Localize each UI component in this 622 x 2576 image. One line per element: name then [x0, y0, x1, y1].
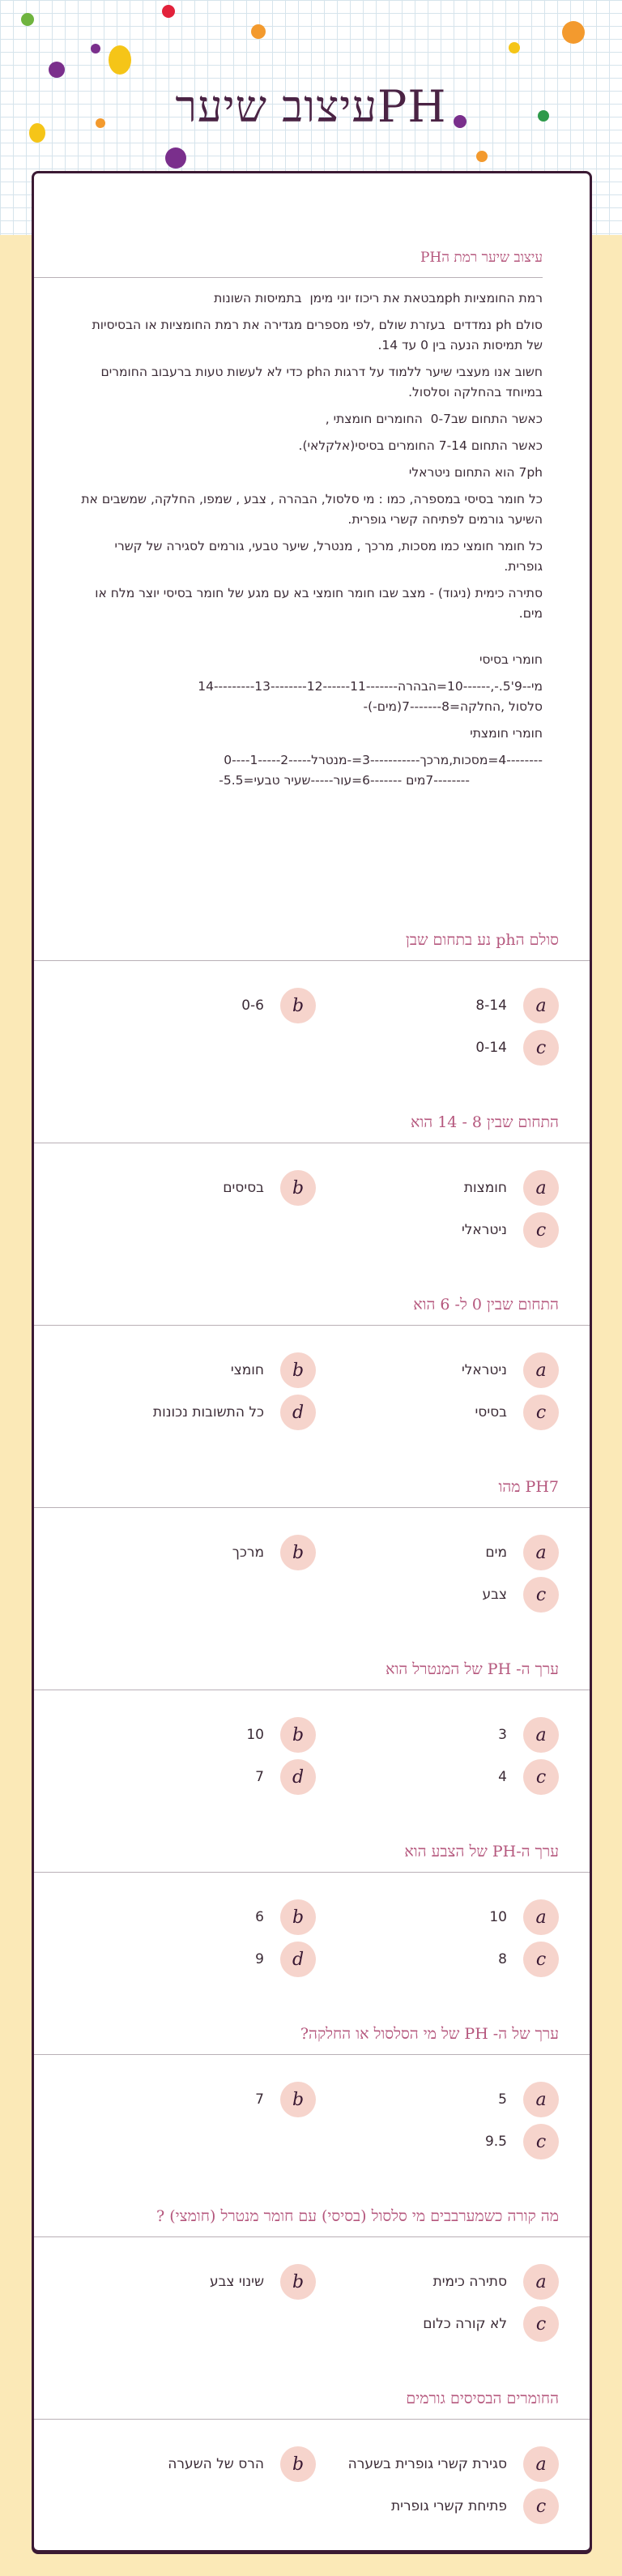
answer-option-c[interactable] [498, 1759, 559, 1795]
question-title: החומרים הבסיסים גורמים [406, 2390, 559, 2407]
option-letter-badge: c [523, 1212, 559, 1248]
answer-option-b[interactable] [246, 1717, 316, 1753]
answer-option-a[interactable] [489, 1899, 559, 1935]
option-letter-badge: c [523, 1030, 559, 1066]
question-title: ערך של ה- PH של מי הסלסול או החלקה? [300, 2025, 559, 2043]
option-text: מרכך [232, 1544, 264, 1561]
option-letter-badge: b [280, 1899, 316, 1935]
question-title: ערך ה-PH של הצבע הוא [404, 1843, 559, 1860]
divider [34, 2054, 590, 2055]
option-text: סגירת קשרי גופרית בשערה [347, 2456, 507, 2472]
option-letter-badge: a [523, 1535, 559, 1570]
option-text: מים [485, 1544, 507, 1561]
answer-option-a[interactable] [464, 1170, 559, 1206]
question-section [34, 1843, 590, 2005]
answer-option-d[interactable] [255, 1759, 316, 1795]
option-text: 8-14 [475, 998, 507, 1014]
option-letter-badge: c [523, 1395, 559, 1430]
option-text: פתיחת קשרי גופרית [390, 2498, 507, 2514]
question-section [34, 1660, 590, 1822]
option-text: ניטראלי [461, 1222, 507, 1238]
answer-option-b[interactable] [210, 2264, 316, 2300]
divider [34, 1325, 590, 1326]
option-text: 7 [255, 2091, 264, 2108]
intro-paragraph: כל חומר חומצי כמו מסכות, מרכך , מנטרל, שיער טבעי, גורמים לסגירה של קשרי גופרית. [110, 539, 543, 574]
option-letter-badge: a [523, 1170, 559, 1206]
answer-option-c[interactable] [482, 1577, 559, 1613]
option-text: 10 [489, 1909, 507, 1925]
answer-option-a[interactable] [433, 2264, 559, 2300]
option-letter-badge: b [280, 2446, 316, 2482]
option-text: 0-14 [475, 1040, 507, 1056]
option-letter-badge: c [523, 1577, 559, 1613]
paint-splash [49, 62, 65, 78]
question-section [34, 2390, 590, 2552]
option-text: לא קורה כלום [423, 2316, 507, 2332]
option-letter-badge: c [523, 2124, 559, 2159]
intro-paragraph: כאשר התחום שב0-7 החומרים חומצתי , [325, 412, 543, 426]
question-section [34, 1113, 590, 1275]
answer-option-b[interactable] [231, 1352, 316, 1388]
answer-option-b[interactable] [232, 1535, 316, 1570]
intro-text [75, 288, 543, 797]
option-text: 5 [498, 2091, 507, 2108]
answer-option-c[interactable] [475, 1030, 559, 1066]
answer-option-c[interactable] [485, 2124, 559, 2159]
question-section [34, 2207, 590, 2369]
option-text: שינוי צבע [209, 2274, 264, 2290]
divider [34, 1872, 590, 1873]
option-letter-badge: c [523, 1759, 559, 1795]
option-letter-badge: b [280, 1535, 316, 1570]
basic-scale-line: מי--9'5.-,------10=הבהרה-------11------12--------13---------14 [198, 679, 543, 694]
worksheet-card [32, 171, 592, 2553]
intro-paragraph: כאשר התחום 7-14 החומרים בסיסי(אלקלאי). [298, 438, 543, 453]
answer-option-a[interactable] [498, 1717, 559, 1753]
option-text: 6 [255, 1909, 264, 1925]
answer-option-a[interactable] [475, 988, 559, 1023]
option-letter-badge: b [280, 1717, 316, 1753]
option-letter-badge: c [523, 2306, 559, 2342]
option-letter-badge: b [280, 988, 316, 1023]
option-letter-badge: d [280, 1942, 316, 1977]
paint-splash [509, 42, 520, 53]
option-text: 0-6 [241, 998, 264, 1014]
paint-splash [251, 24, 266, 39]
intro-paragraph: 7ph הוא התחום ניטראלי [408, 465, 543, 480]
answer-option-c[interactable] [498, 1942, 559, 1977]
answer-option-a[interactable] [348, 2446, 559, 2482]
answer-option-b[interactable] [255, 2082, 316, 2117]
option-letter-badge: a [523, 988, 559, 1023]
option-letter-badge: b [280, 1170, 316, 1206]
question-title: PH7 מהו [498, 1478, 559, 1496]
question-title: מה קורה כשמערבבים מי סלסול (בסיסי) עם חומר מנטרל (חומצי) ? [156, 2207, 559, 2225]
intro-paragraph: סולם ph נמדדים בעזרת שולם ,לפי מספרים מגדירה את רמת החומציות או הבסיסיות של תמיסות הנעה בין 0 עד 14. [87, 318, 543, 352]
option-letter-badge: b [280, 2082, 316, 2117]
basic-scale-line: סלסול ,החלקה=8-------7(מים-)- [363, 699, 543, 714]
question-section [34, 2025, 590, 2187]
paint-splash [21, 13, 34, 26]
option-letter-badge: b [280, 1352, 316, 1388]
option-text: סתירה כימית [432, 2274, 507, 2290]
option-letter-badge: a [523, 2082, 559, 2117]
divider [34, 277, 543, 278]
answer-option-b[interactable] [241, 988, 316, 1023]
acid-scale-line: --------4=מסכות,מרכך-----------3=-מנטרל-----2-----1----0 [224, 753, 543, 767]
option-letter-badge: a [523, 2264, 559, 2300]
option-letter-badge: d [280, 1395, 316, 1430]
question-title: התחום שבין 8 - 14 הוא [410, 1113, 559, 1131]
answer-option-c[interactable] [462, 1212, 559, 1248]
question-section [34, 1478, 590, 1640]
answer-option-a[interactable] [498, 2082, 559, 2117]
divider [34, 2419, 590, 2420]
answer-option-a[interactable] [462, 1352, 559, 1388]
acid-heading: חומרי חומצתי [470, 726, 543, 741]
option-text: 7 [255, 1769, 264, 1785]
option-letter-badge: c [523, 1942, 559, 1977]
option-text: בסיסי [475, 1404, 507, 1420]
basic-heading: חומרי בסיסי [479, 652, 543, 667]
option-text: חומצות [463, 1180, 507, 1196]
option-letter-badge: b [280, 2264, 316, 2300]
answer-option-d[interactable] [255, 1942, 316, 1977]
paint-splash [165, 147, 186, 169]
option-letter-badge: c [523, 2488, 559, 2524]
option-text: 9 [255, 1951, 264, 1967]
divider [34, 960, 590, 961]
divider [34, 1507, 590, 1508]
intro-paragraph: חשוב אנו מעצבי שיער ללמוד על דרגות הph כדי לא לעשות טעות ברעבוב החומרים במיוחד בהחלקה וסלסול. [96, 365, 543, 399]
option-letter-badge: d [280, 1759, 316, 1795]
divider [34, 2236, 590, 2237]
intro-paragraph: רמת החומציות phמבטאת את ריכוז יוני מימן בתמיסות השונות [214, 291, 543, 305]
answer-option-d[interactable] [153, 1395, 316, 1430]
paint-splash [109, 45, 131, 75]
option-text: חומצי [230, 1362, 264, 1378]
paint-splash [562, 21, 585, 44]
question-title: ערך ה- PH של המנטרל הוא [386, 1660, 559, 1678]
option-letter-badge: a [523, 1352, 559, 1388]
answer-option-c[interactable] [475, 1395, 560, 1430]
intro-paragraph: סתירה כימית (ניגוד) - מצב שבו חומר חומצי בא עם מגע של חומר בסיסי יוצר מלח או מים. [91, 586, 543, 621]
question-section [34, 1296, 590, 1458]
answer-option-b[interactable] [168, 2446, 316, 2482]
option-text: כל התשובות נכונות [152, 1404, 264, 1420]
answer-option-c[interactable] [423, 2306, 559, 2342]
option-text: 9.5 [484, 2134, 507, 2150]
question-title: סולם הph נע בתחום שבן [405, 931, 559, 949]
option-text: 3 [498, 1727, 507, 1743]
paint-splash [91, 44, 100, 53]
answer-option-b[interactable] [255, 1899, 316, 1935]
option-text: 4 [498, 1769, 507, 1785]
answer-option-a[interactable] [485, 1535, 559, 1570]
option-text: ניטראלי [461, 1362, 507, 1378]
answer-option-c[interactable] [391, 2488, 559, 2524]
option-letter-badge: a [523, 1717, 559, 1753]
option-text: צבע [482, 1587, 507, 1603]
intro-title: עיצוב שיער רמת הPH [420, 250, 543, 266]
option-text: בסיסים [223, 1180, 264, 1196]
question-section [34, 931, 590, 1093]
option-text: הרס של השערה [168, 2456, 264, 2472]
paint-splash [476, 151, 488, 162]
answer-option-b[interactable] [223, 1170, 316, 1206]
acid-scale-line: --------7מים -------6=עור-----שעיר טבעי=5.5- [219, 773, 470, 788]
option-letter-badge: a [523, 2446, 559, 2482]
paint-splash [162, 5, 175, 18]
option-text: 8 [498, 1951, 507, 1967]
intro-paragraph: כל חומר בסיסי במספרה, כמו : מי סלסול, הבהרה , צבע , שמפו, החלקה, שמשבים את השיער גורמים לפתיחה קשרי גופרית. [77, 492, 543, 527]
page-title: עיצוב שיערPH [175, 81, 447, 132]
option-letter-badge: a [523, 1899, 559, 1935]
option-text: 10 [246, 1727, 264, 1743]
question-title: התחום שבין 0 ל- 6 הוא [413, 1296, 559, 1314]
